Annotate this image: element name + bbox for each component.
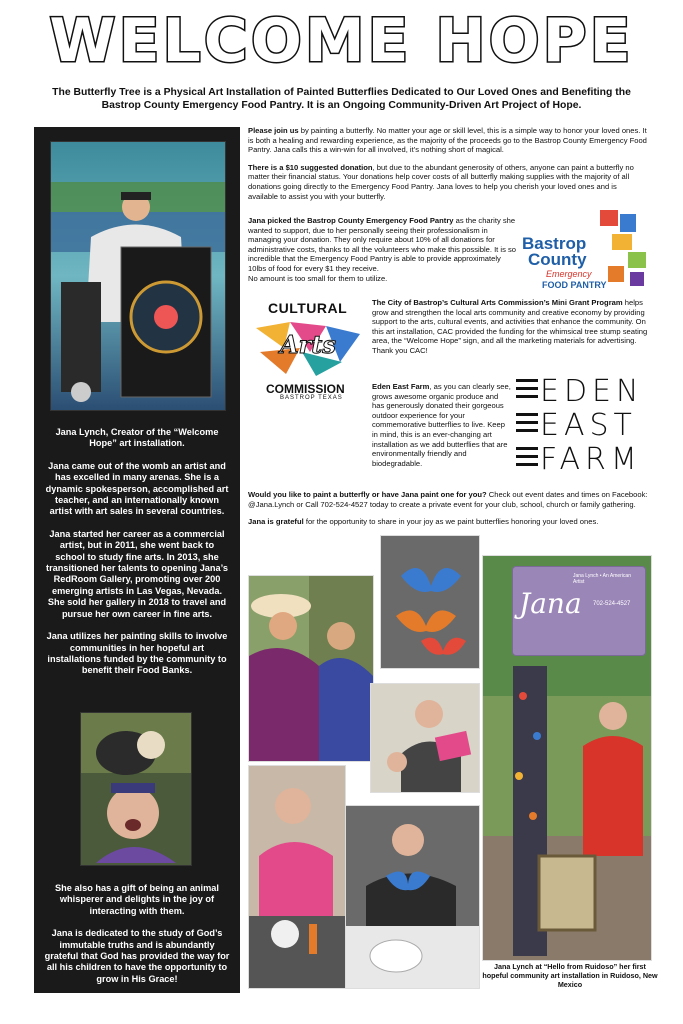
page-subtitle: The Butterfly Tree is a Physical Art Installation of Painted Butterflies Dedicated to Our Loved Ones and Benefiting the Bastrop County Emergency Food Pantry. It is an Ongoing Community-Driven Art Project of Hope. (52, 87, 631, 111)
card-name: Jana Lynch • An American Artist (573, 573, 631, 585)
cac-logo-city: BASTROP TEXAS (280, 395, 343, 401)
girl-with-painting-photo (370, 683, 480, 793)
eden-paragraph-start: Eden East Farm, as you can clearly see, grows awesome organic produce and has generously donated their gorgeous outdoor experience for your commemorative butterflies to live. Keep in mind, this is an ever-changing art installation as we add butterflies that are environmentally friendly and biodegradable. (372, 382, 511, 468)
card-signature: Jana (519, 587, 582, 620)
woman-painting-plate-image (346, 806, 479, 988)
pantry-logo-bastrop: Bastrop (522, 234, 587, 253)
hat-painting-photo (248, 575, 374, 762)
cac-logo-cultural: CULTURAL (268, 300, 348, 316)
sidebar-faith-text: Jana is dedicated to the study of God’s immutable truths and is abundantly grateful that God has provided the way for all his children to have the opportunity to grow in His Grace! (44, 928, 230, 984)
pantry-logo-county: County (528, 250, 587, 269)
eden-logo-line2: EAST (540, 408, 637, 443)
pantry-paragraph: Jana picked the Bastrop County Emergency Food Pantry as the charity she wanted to support, due to her personally seeing their professionalism in managing your donation. They only require about 10% of all donations for administrative costs, thanks to all the volunteers who make this possible. It is so incredible that the Emergency Food Pantry is able to provide approximately 10lbs of food for every $1 they receive. No amount is too small for them to utilize. (248, 216, 517, 283)
sidebar-bio-1: Jana came out of the womb an artist and has excelled in many arenas. She is a dynamic spokesperson, accomplished art teacher, and an internationally known artist with art sales in several countries. (45, 460, 229, 517)
sidebar-panel (34, 127, 240, 993)
monkey-photo (80, 712, 192, 866)
business-card (512, 566, 646, 656)
monkey-photo-image (81, 713, 191, 865)
sidebar-bio-2: Jana started her career as a commercial artist, but in 2011, she went back to school to study fine arts. In 2013, she transitioned her talents to opening Jana’s RedRoom Gallery, promoting over 200 emerging artists in Las Vegas, Nevada. She sold her gallery in 2018 to travel and pursue her own career in fine arts. (46, 528, 228, 619)
cac-logo-commission: COMMISSION (266, 382, 345, 396)
cultural-arts-commission-logo (250, 300, 366, 404)
page-title: WELCOME HOPE (49, 6, 634, 76)
eden-logo-line3: FARM (540, 442, 642, 477)
cac-paragraph: The City of Bastrop’s Cultural Arts Commission’s Mini Grant Program helps grow and strengthen the local arts community and creative economy by providing support to the arts, cultural events, and activities that enhance the community. On this art installation, CAC provided the funding for the whimsical tree stump seating area, the “Welcome Hope” sign, and all the marketing materials for advertising. Thank you CAC! (372, 298, 648, 355)
artist-photo (50, 141, 226, 411)
sidebar-animal-text: She also has a gift of being an animal whisperer and delights in the joy of interacting with them. (55, 883, 219, 916)
join-paragraph: Please join us by painting a butterfly. No matter your age or skill level, this is a simple way to honor your loved ones. It is both a healing and rewarding experience, as the majority of the proceeds go to the Bastrop County Emergency Food Pantry. Jana calls this a win-win for all involved, it’s nothing short of magical. (248, 126, 647, 155)
pantry-logo-emergency: Emergency (546, 269, 592, 279)
butterflies-hand-image (381, 536, 479, 668)
girl-with-painting-image (371, 684, 479, 792)
food-pantry-logo (516, 206, 650, 296)
donation-paragraph: There is a $10 suggested donation, but due to the abundant generosity of others, anyone can paint a butterfly no matter their financial status. Your donations help cover costs of all butterfly making supplies with the majority of all donations going directly to the Emergency Food Pantry. Jana loves to help you cherish your loved ones and is available to assist you with your butterfly. (248, 162, 634, 201)
girl-painting-image (249, 766, 345, 988)
east-bars-icon (516, 411, 538, 435)
grateful-paragraph: Jana is grateful for the opportunity to share in your joy as we paint butterflies honoring your loved ones. (248, 517, 599, 527)
ruidoso-caption: Jana Lynch at “Hello from Ruidoso” her first hopeful community art installation in Ruidoso, New Mexico (482, 962, 658, 989)
eden-logo-line1: EDEN (540, 374, 644, 409)
sidebar-bio-3: Jana utilizes her painting skills to involve communities in her hopeful art installations funded by the community to benefit their Food Banks. (46, 631, 228, 676)
woman-painting-plate-photo (345, 805, 480, 989)
hat-painting-image (249, 576, 373, 761)
eden-east-farm-logo (516, 375, 650, 475)
card-phone: 702-524-4527 (593, 601, 631, 607)
girl-painting-photo (248, 765, 346, 989)
eden-bars-icon (516, 377, 538, 401)
cac-logo-arts: Arts (280, 330, 336, 359)
pantry-logo-food-pantry: FOOD PANTRY (542, 280, 607, 290)
butterflies-hand-photo (380, 535, 480, 669)
paint-paragraph: Would you like to paint a butterfly or have Jana paint one for you? Check out event dates and times on Facebook: @Jana.Lynch or Call 702-524-4527 today to create a private event for your club, school, church or family gathering. (248, 490, 648, 509)
sidebar-intro: Jana Lynch, Creator of the “Welcome Hope” art installation. (55, 427, 219, 449)
farm-bars-icon (516, 445, 538, 469)
artist-photo-image (51, 142, 225, 410)
